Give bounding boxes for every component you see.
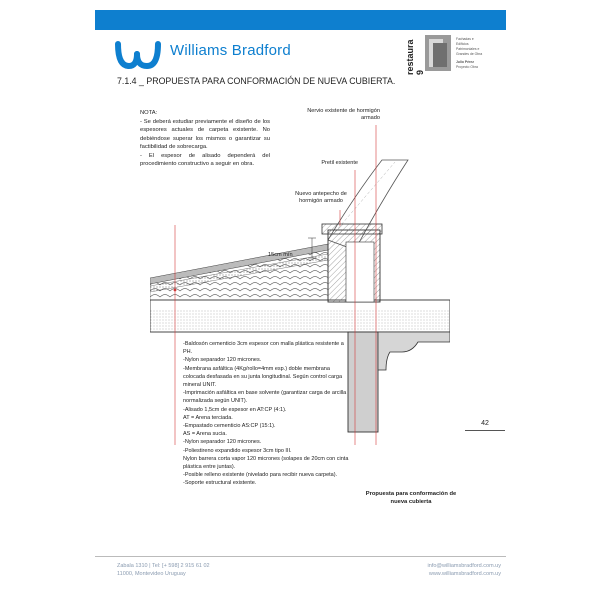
footer-website-link[interactable]: www.williamsbradford.com.uy xyxy=(428,571,501,577)
restaura-logo-icon xyxy=(425,35,451,71)
layer-item: -Soporte estructural existente. xyxy=(183,480,257,487)
layer-item: -Posible relleno existente (nivelado para recibir nueva carpeta). xyxy=(183,472,338,479)
partner-name: restaura 9 xyxy=(405,39,425,75)
note-heading: NOTA: xyxy=(140,110,158,116)
design-note xyxy=(140,109,270,169)
layer-item: -Baldosón cementicio 3cm espesor con malla plástica resistente a PH. xyxy=(183,341,344,356)
note-line-2: - El espesor de alisado dependerá del procedimiento constructivo a seguir en obra. xyxy=(140,152,270,167)
label-nervio: Nervio existente de hormigón armado xyxy=(307,108,380,121)
layer-item: -Empastado cementicio AS:CP (15:1). xyxy=(183,423,276,430)
label-antepecho: Nuevo antepecho de hormigón armado xyxy=(295,191,347,204)
label-dimension: 15cm mín xyxy=(268,252,293,258)
layer-specification-list xyxy=(183,340,353,488)
section-title: 7.1.4 _ PROPUESTA PARA CONFORMACIÓN DE NUEVA CUBIERTA. xyxy=(117,76,396,86)
layer-item: -Membrana asfáltica (4Kg/rollo=4mm esp.) doble membrana colocada desfasada en su junta longitudinal. Según control carga mineral UNIT. xyxy=(183,365,343,389)
page-number-rule xyxy=(465,430,505,431)
footer-contact xyxy=(385,562,501,578)
brand-name: Williams Bradford xyxy=(170,42,291,59)
page-number: 42 xyxy=(481,420,489,427)
layer-item: -Nylon separador 120 micrones. xyxy=(183,357,262,364)
note-line-1: - Se deberá estudiar previamente el diseño de los espesores actuales de carpeta existente. No debiéndose superar los mismos o garantizar su factibilidad de sobrecarga. xyxy=(140,118,270,150)
layer-item: -Nylon separador 120 micrones. xyxy=(183,439,262,446)
header-bar xyxy=(95,10,506,30)
partner-details: Fachadas e Edificios Patrimoniales e Grandes de Obra Julio Pérez Proyecto Obra xyxy=(456,37,483,69)
layer-item: AT = Arena terciada. xyxy=(183,414,233,421)
new-coping xyxy=(322,224,382,234)
layer-item: -Alisado 1,5cm de espesor en AT:CP (4:1). xyxy=(183,406,287,413)
layer-item: AS = Arena sucia. xyxy=(183,431,227,438)
label-pretil: Pretil existente xyxy=(321,160,358,166)
figure-caption: Propuesta para conformación de nueva cubierta xyxy=(365,491,457,505)
footer-address: Zabala 1310 | Tel: [+ 598] 2 915 61 02 11000, Montevideo Uruguay xyxy=(117,563,210,577)
layer-item: Nylon barrera corta vapor 120 micrones (solapes de 20cm con cinta plástica entre juntas). xyxy=(183,455,349,471)
cornice-profile xyxy=(378,332,450,370)
williams-bradford-logo-icon xyxy=(115,40,165,70)
layer-item: -Imprimación asfáltica en base solvente (garantizar carga de arcilla normalizada según UNIT). xyxy=(183,390,347,405)
footer-email-link[interactable]: info@williamsbradford.com.uy xyxy=(427,563,501,569)
footer-divider xyxy=(95,556,506,557)
layer-item: -Poliestireno expandido espesor 3cm tipo III. xyxy=(183,447,292,454)
